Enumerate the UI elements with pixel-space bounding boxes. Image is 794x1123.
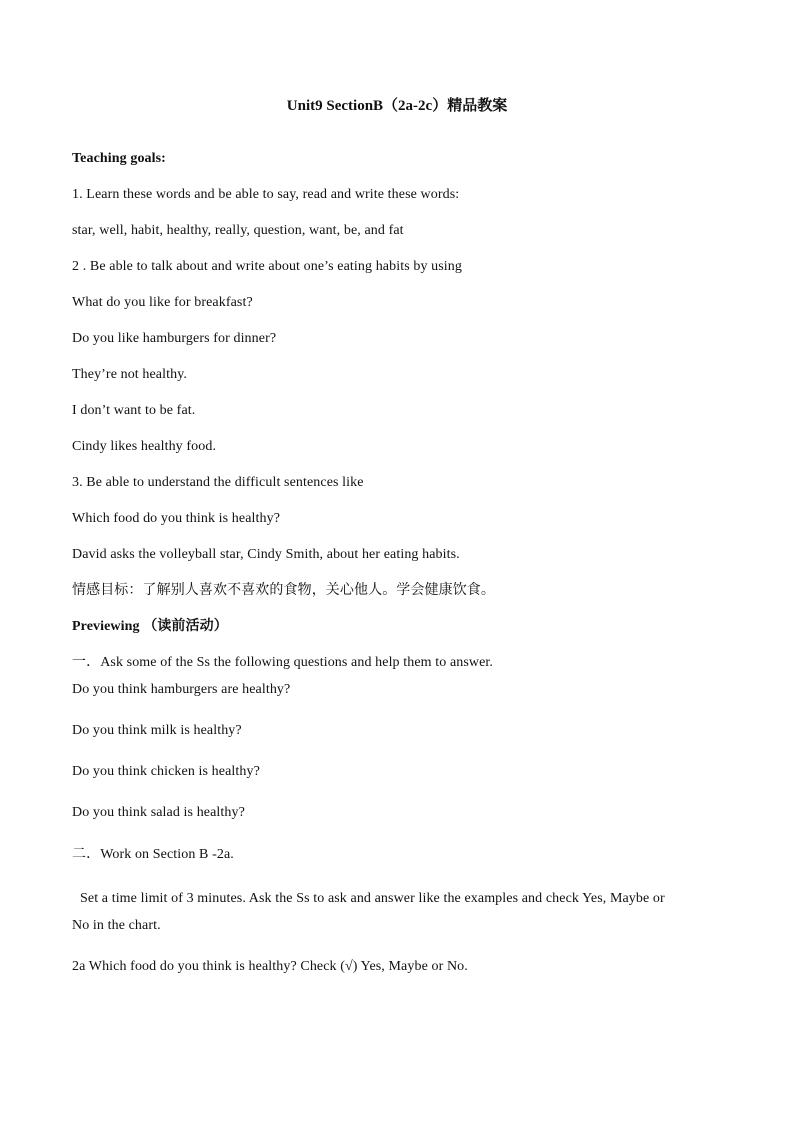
step-2: 二．Work on Section B -2a. — [72, 847, 234, 862]
instruction-paragraph: Set a time limit of 3 minutes. Ask the Ss to ask and answer like the examples and check Yes, Maybe or No in the chart. — [72, 891, 665, 933]
goal-2-example: I don’t want to be fat. — [72, 403, 196, 418]
question-item: Do you think hamburgers are healthy? — [72, 682, 291, 697]
teaching-goals-heading: Teaching goals: — [72, 151, 166, 166]
page-title: Unit9 SectionB（2a-2c）精品教案 — [286, 98, 508, 114]
goal-2-example: Do you like hamburgers for dinner? — [72, 331, 277, 346]
goal-1: 1. Learn these words and be able to say, read and write these words: — [72, 187, 460, 202]
goal-1-words: star, well, habit, healthy, really, question, want, be, and fat — [72, 223, 404, 238]
question-item: Do you think milk is healthy? — [72, 723, 242, 738]
goal-2-example: They’re not healthy. — [72, 367, 187, 382]
goal-2-example: What do you like for breakfast? — [72, 295, 253, 310]
goal-3-example: Which food do you think is healthy? — [72, 511, 281, 526]
task-2a: 2a Which food do you think is healthy? Check (√) Yes, Maybe or No. — [72, 959, 468, 974]
goal-2-example: Cindy likes healthy food. — [72, 439, 217, 454]
question-item: Do you think salad is healthy? — [72, 805, 245, 820]
question-item: Do you think chicken is healthy? — [72, 764, 260, 779]
emotion-goal: 情感目标：了解别人喜欢不喜欢的食物，关心他人。学会健康饮食。 — [72, 582, 495, 598]
step-1: 一．Ask some of the Ss the following questions and help them to answer. — [72, 655, 494, 670]
goal-3: 3. Be able to understand the difficult sentences like — [72, 475, 364, 490]
goal-2: 2 . Be able to talk about and write about one’s eating habits by using — [72, 259, 462, 274]
previewing-heading: Previewing （读前活动） — [72, 619, 228, 634]
goal-3-example: David asks the volleyball star, Cindy Smith, about her eating habits. — [72, 547, 460, 562]
